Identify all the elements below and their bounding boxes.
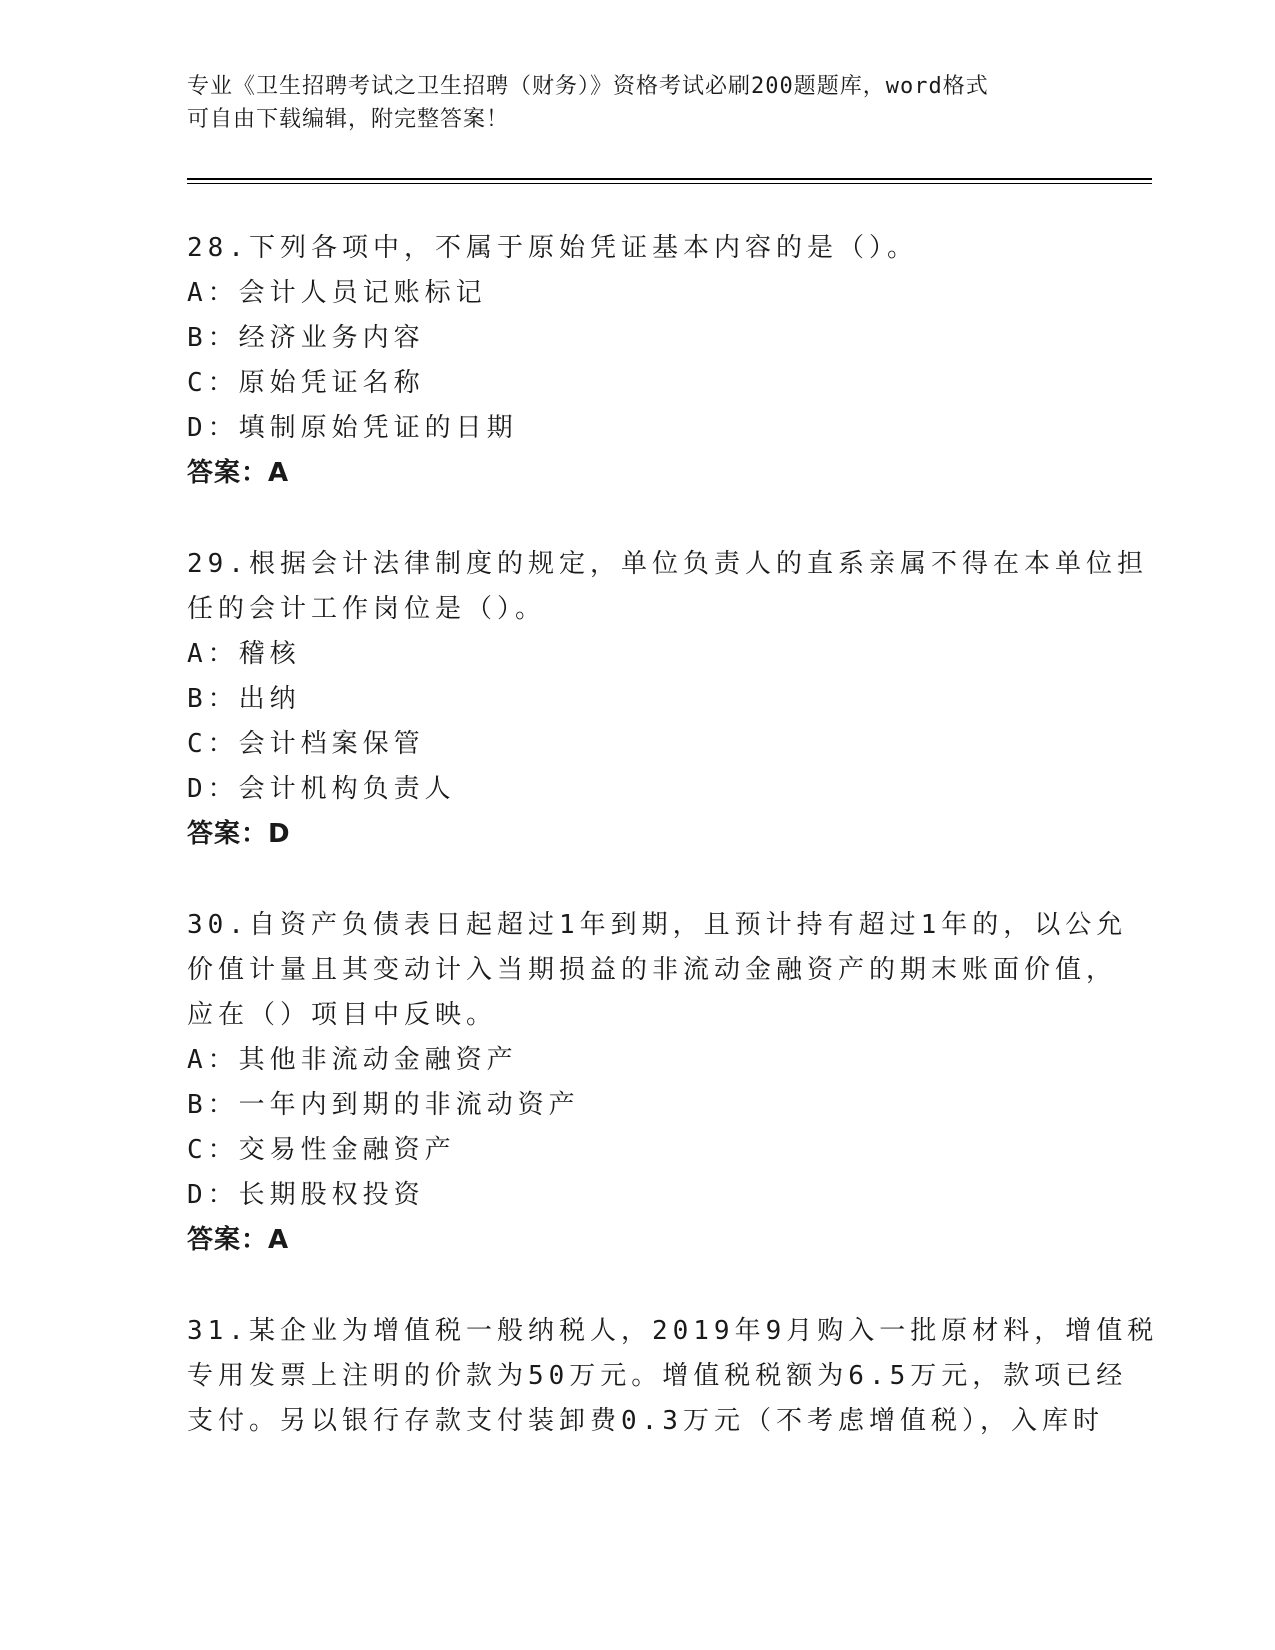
question-text: 29.根据会计法律制度的规定，单位负责人的直系亲属不得在本单位担 bbox=[187, 549, 1148, 579]
question-29 bbox=[187, 542, 1148, 857]
question-30 bbox=[187, 903, 1128, 1263]
document-header bbox=[187, 70, 1067, 136]
question-text: 应在（）项目中反映。 bbox=[187, 1000, 498, 1030]
question-text: 任的会计工作岗位是（）。 bbox=[187, 594, 547, 624]
header-line-2: 可自由下载编辑，附完整答案！ bbox=[187, 107, 510, 132]
option-b: B：一年内到期的非流动资产 bbox=[187, 1090, 580, 1120]
option-d: D：会计机构负责人 bbox=[187, 774, 456, 804]
option-a: A：稽核 bbox=[187, 639, 301, 669]
option-d: D：长期股权投资 bbox=[187, 1180, 425, 1210]
answer-label: 答案：A bbox=[187, 458, 290, 488]
header-rule-thick bbox=[187, 178, 1152, 180]
answer-label: 答案：A bbox=[187, 1225, 290, 1255]
option-a: A：会计人员记账标记 bbox=[187, 278, 487, 308]
option-b: B：经济业务内容 bbox=[187, 323, 425, 353]
question-text: 28.下列各项中，不属于原始凭证基本内容的是（）。 bbox=[187, 233, 918, 263]
option-c: C：交易性金融资产 bbox=[187, 1135, 456, 1165]
header-rule-thin bbox=[187, 183, 1152, 184]
question-31 bbox=[187, 1309, 1159, 1444]
option-b: B：出纳 bbox=[187, 684, 301, 714]
question-28 bbox=[187, 226, 1087, 496]
option-c: C：会计档案保管 bbox=[187, 729, 425, 759]
question-text: 31.某企业为增值税一般纳税人，2019年9月购入一批原材料，增值税 bbox=[187, 1316, 1159, 1346]
header-line-1: 专业《卫生招聘考试之卫生招聘（财务）》资格考试必刷200题题库，word格式 bbox=[187, 74, 989, 99]
option-a: A：其他非流动金融资产 bbox=[187, 1045, 518, 1075]
answer-label: 答案：D bbox=[187, 819, 291, 849]
question-text: 价值计量且其变动计入当期损益的非流动金融资产的期末账面价值， bbox=[187, 955, 1118, 985]
option-d: D：填制原始凭证的日期 bbox=[187, 413, 518, 443]
question-text: 支付。另以银行存款支付装卸费0.3万元（不考虑增值税），入库时 bbox=[187, 1406, 1104, 1436]
question-text: 专用发票上注明的价款为50万元。增值税税额为6.5万元，款项已经 bbox=[187, 1361, 1128, 1391]
option-c: C：原始凭证名称 bbox=[187, 368, 425, 398]
question-list bbox=[187, 226, 1159, 1490]
question-text: 30.自资产负债表日起超过1年到期，且预计持有超过1年的，以公允 bbox=[187, 910, 1128, 940]
